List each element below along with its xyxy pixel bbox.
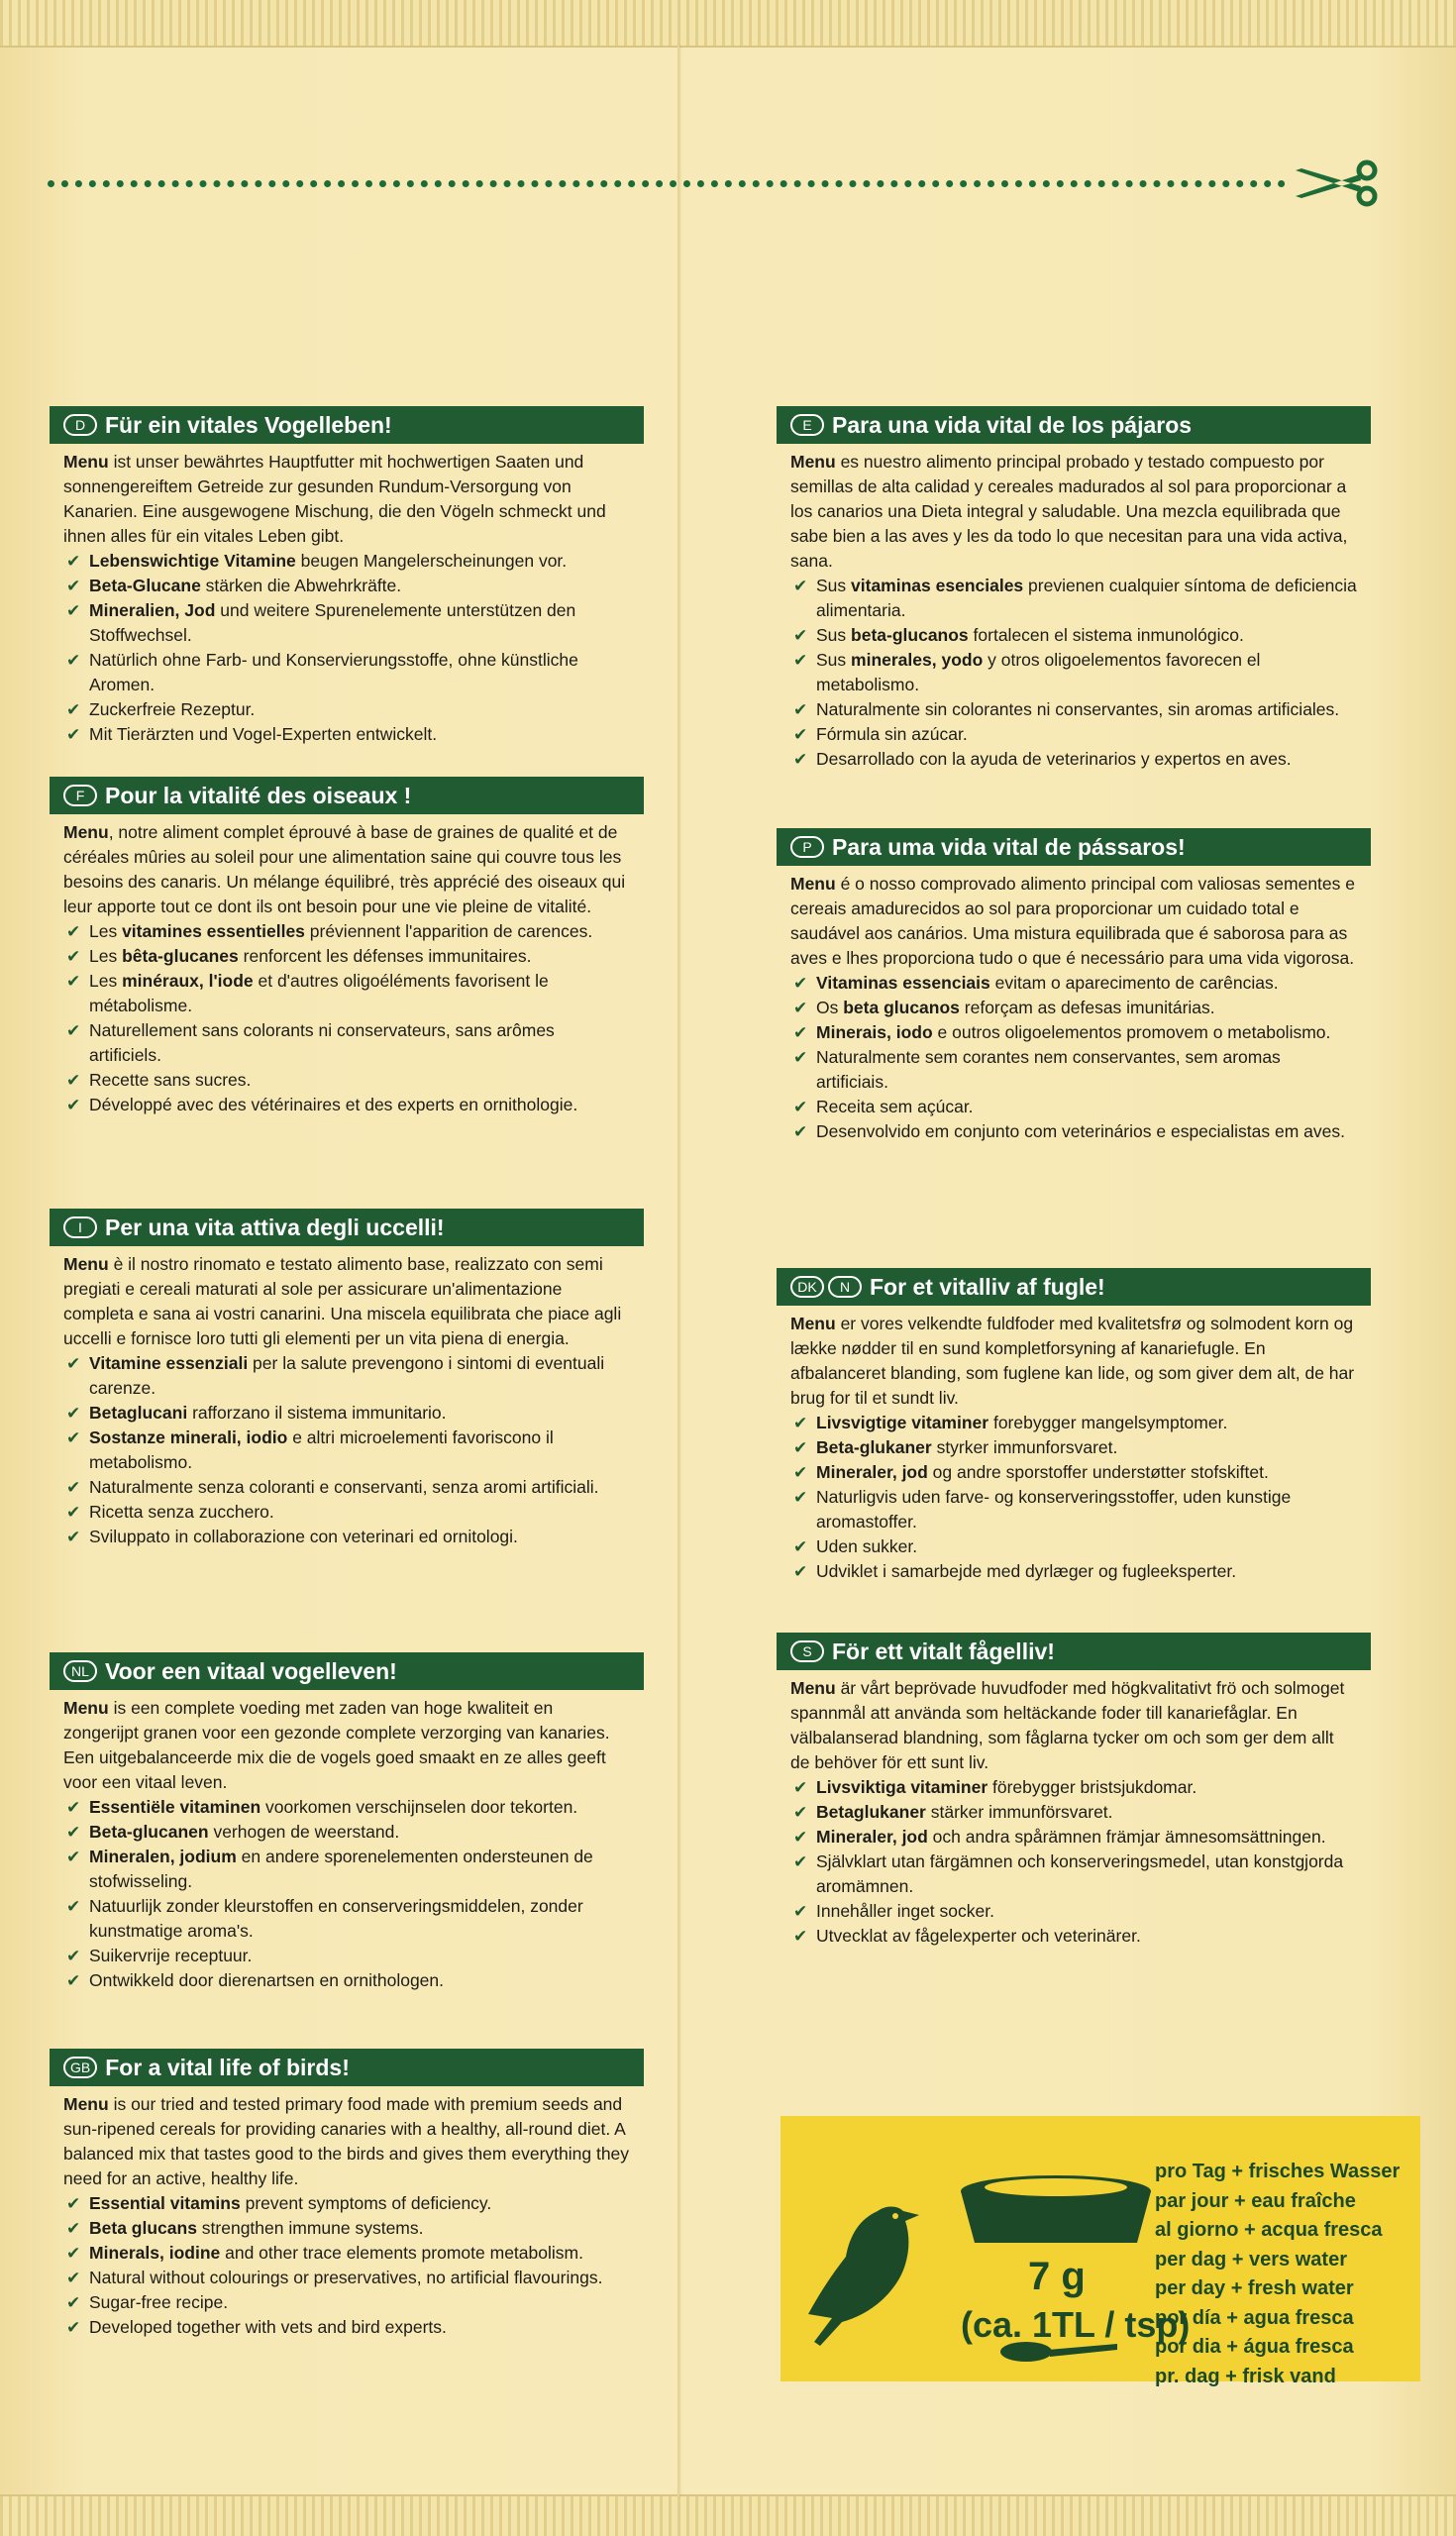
section-title: Für ein vitales Vogelleben! (105, 411, 392, 438)
top-crimp-seal (0, 0, 1456, 48)
section-body (777, 444, 1371, 772)
benefit-text: e altri microelementi favoriscono il metabolismo. (89, 1427, 554, 1472)
section-header (50, 1652, 644, 1690)
benefit-text: e outros oligoelementos promovem o metabolismo. (932, 1022, 1331, 1042)
language-badge: S (790, 1640, 824, 1662)
benefit-text: stärken die Abwehrkräfte. (200, 576, 402, 595)
benefit-item (63, 2191, 630, 2216)
brand-name: Menu (790, 874, 836, 894)
benefit-text: rafforzano il sistema immunitario. (187, 1403, 447, 1423)
benefit-item (63, 549, 630, 574)
intro-text (790, 872, 1357, 971)
benefit-key: Beta-glucanen (89, 1822, 209, 1842)
brand-name: Menu (63, 2094, 109, 2114)
section-es (777, 406, 1371, 772)
brand-name: Menu (790, 1678, 836, 1698)
benefit-list (63, 1795, 630, 1993)
dosage-line: pro Tag + frisches Wasser (1155, 2161, 1401, 2182)
benefit-item (790, 1899, 1357, 1924)
benefit-item (790, 697, 1357, 722)
benefit-text: renforcent les défenses immunitaires. (238, 946, 532, 966)
dose-amount: 7 g (1028, 2255, 1086, 2298)
dosage-line: por dia + água fresca (1155, 2336, 1354, 2358)
benefit-item (63, 2315, 630, 2340)
benefit-item (63, 1068, 630, 1093)
benefit-text: Ricetta senza zucchero. (89, 1502, 274, 1522)
brand-name: Menu (63, 822, 109, 842)
language-badge: I (63, 1216, 97, 1238)
benefit-item (790, 1045, 1357, 1095)
language-badge: E (790, 414, 824, 436)
benefit-text: Natural without colourings or preservatives, no artificial flavourings. (89, 2268, 603, 2287)
section-body (50, 814, 644, 1117)
benefit-item (790, 1485, 1357, 1534)
section-body (50, 2086, 644, 2340)
benefit-text: y otros oligoelementos favorecen el metabolismo. (816, 650, 1261, 694)
benefit-text: Utvecklat av fågelexperter och veterinärer. (816, 1926, 1141, 1946)
benefit-text: Naturalmente sin colorantes ni conservantes, sin aromas artificiales. (816, 699, 1340, 719)
benefit-item (63, 1968, 630, 1993)
benefit-item (63, 648, 630, 697)
benefit-item (790, 1020, 1357, 1045)
benefit-text: verhogen de weerstand. (208, 1822, 400, 1842)
benefit-text: Naturligvis uden farve- og konserveringsstoffer, uden kunstige aromastoffer. (816, 1487, 1292, 1532)
brand-name: Menu (63, 452, 109, 472)
section-header (50, 1209, 644, 1246)
benefit-item (790, 648, 1357, 697)
benefit-text: og andre sporstoffer understøtter stofskiftet. (927, 1462, 1269, 1482)
dosage-line: par jour + eau fraîche (1155, 2189, 1356, 2212)
benefit-text: Naturalmente senza coloranti e conservanti, senza aromi artificiali. (89, 1477, 599, 1497)
benefit-text: Naturalmente sem corantes nem conservantes, sem aromas artificiais. (816, 1047, 1281, 1092)
benefit-item (63, 1795, 630, 1820)
dosage-line: por día + agua fresca (1155, 2306, 1354, 2329)
benefit-item (790, 1800, 1357, 1825)
benefit-key: Mineraler, jod (816, 1827, 928, 1847)
benefit-list (63, 2191, 630, 2340)
section-de (50, 406, 644, 747)
benefit-item (790, 722, 1357, 747)
benefit-key: beta-glucanos (851, 625, 969, 645)
benefit-text: and other trace elements promote metabolism. (220, 2243, 583, 2263)
intro-rest: es nuestro alimento principal probado y testado compuesto por semillas de alta calidad y cereales madurados al sol para proporcionar a los canarios una Dieta integral y saludable. Una mezcla equilibrada que sabe bien a las aves y les da todo lo que necesitan para una vida activa, sana. (790, 452, 1348, 571)
benefit-text: strengthen immune systems. (196, 2218, 424, 2238)
section-header (50, 777, 644, 814)
benefit-item (63, 598, 630, 648)
bowl-icon (961, 2175, 1151, 2243)
section-header (777, 406, 1371, 444)
benefit-text: prevent symptoms of deficiency. (240, 2193, 492, 2213)
benefit-text: Suikervrije receptuur. (89, 1946, 253, 1965)
benefit-item (790, 1095, 1357, 1119)
benefit-item (63, 2266, 630, 2290)
section-pt (777, 828, 1371, 1144)
benefit-key: Beta-Glucane (89, 576, 201, 595)
benefit-text: Receita sem açúcar. (816, 1097, 974, 1116)
benefit-text: Mit Tierärzten und Vogel-Experten entwickelt. (89, 724, 438, 744)
section-it (50, 1209, 644, 1549)
section-header (777, 1268, 1371, 1306)
benefit-key: Mineralen, jodium (89, 1847, 237, 1866)
benefit-text: und weitere Spurenelemente unterstützen den Stoffwechsel. (89, 600, 576, 645)
benefit-item (63, 2290, 630, 2315)
benefit-item (63, 1475, 630, 1500)
intro-rest: é o nosso comprovado alimento principal com valiosas sementes e cereais amadurecidos ao sol para proporcionar um cuidado total e saudável aos canários. Uma mistura equilibrada que é saborosa para as aves e lhes proporciona tudo o que é necessário para uma vida vigorosa. (790, 874, 1355, 968)
benefit-text: et d'autres oligoéléments favorisent le métabolisme. (89, 971, 549, 1015)
benefit-key: Essential vitamins (89, 2193, 241, 2213)
section-dk-n (777, 1268, 1371, 1584)
section-title: För ett vitalt fågelliv! (832, 1638, 1055, 1664)
benefit-text: Innehåller inget socker. (816, 1901, 994, 1921)
benefit-item (63, 2241, 630, 2266)
section-header (777, 1633, 1371, 1670)
language-badge: P (790, 836, 824, 858)
intro-rest: è il nostro rinomato e testato alimento base, realizzato con semi pregiati e cereali maturati al sole per assicurare un'alimentazione completa e sana ai vostri canarini. Una miscela equilibrata che piace agli uccelli e fornisce loro tutti gli elementi per un vita piena di energia. (63, 1254, 622, 1348)
benefit-text: Natuurlijk zonder kleurstoffen en conserveringsmiddelen, zonder kunstmatige aroma's. (89, 1896, 583, 1941)
dosage-line: per dag + vers water (1155, 2248, 1347, 2271)
benefit-text: forebygger mangelsymptomer. (988, 1413, 1228, 1432)
benefit-key: bêta-glucanes (122, 946, 239, 966)
intro-text (63, 450, 630, 549)
benefit-text: fortalecen el sistema inmunológico. (968, 625, 1244, 645)
benefit-key: Vitaminas essenciais (816, 973, 990, 993)
benefit-item (63, 1018, 630, 1068)
benefit-item (790, 1411, 1357, 1435)
section-se (777, 1633, 1371, 1949)
benefit-text: förebygger bristsjukdomar. (988, 1777, 1197, 1797)
benefit-text: evitam o aparecimento de carências. (989, 973, 1279, 993)
section-nl (50, 1652, 644, 1993)
benefit-item (63, 574, 630, 598)
benefit-text: Developed together with vets and bird experts. (89, 2317, 447, 2337)
benefit-item (790, 1119, 1357, 1144)
benefit-text: Självklart utan färgämnen och konserveringsmedel, utan konstgjorda aromämnen. (816, 1851, 1344, 1896)
dosage-line: per day + fresh water (1155, 2277, 1354, 2299)
benefit-text: Recette sans sucres. (89, 1070, 252, 1090)
benefit-item (63, 1093, 630, 1117)
language-badge: DK (790, 1276, 824, 1298)
benefit-text: en andere sporenelementen ondersteunen de stofwisseling. (89, 1847, 593, 1891)
benefit-item (790, 1534, 1357, 1559)
benefit-item (63, 1351, 630, 1401)
section-title: For et vitalliv af fugle! (870, 1273, 1105, 1300)
benefit-text: Naturellement sans colorants ni conservateurs, sans arômes artificiels. (89, 1020, 555, 1065)
benefit-item (790, 1435, 1357, 1460)
benefit-text: Les (89, 971, 123, 991)
intro-rest: is our tried and tested primary food made with premium seeds and sun-ripened cereals for providing canaries with a healthy, all-round diet. A balanced mix that tastes good to the birds and gives them everything they need for an active, healthy life. (63, 2094, 630, 2188)
dosage-line: al giorno + acqua fresca (1155, 2219, 1383, 2241)
scissors-icon (1288, 158, 1387, 208)
benefit-item (63, 1944, 630, 1968)
benefit-item (63, 722, 630, 747)
section-title: Pour la vitalité des oiseaux ! (105, 782, 412, 808)
benefit-text: Les (89, 921, 123, 941)
benefit-item (63, 1426, 630, 1475)
benefit-item (63, 944, 630, 969)
benefit-item (63, 919, 630, 944)
bottom-crimp-seal (0, 2494, 1456, 2536)
language-badge: F (63, 785, 97, 806)
intro-rest: , notre aliment complet éprouvé à base de graines de qualité et de céréales mûries au soleil pour une alimentation saine qui couvre tous les besoins des canaris. Un mélange équilibré, très apprécié des oiseaux qui leur apporte tout ce dont ils ont besoin pour une vie pleine de vitalité. (63, 822, 626, 916)
benefit-item (63, 1894, 630, 1944)
benefit-text: Sus (816, 625, 852, 645)
benefit-item (790, 1559, 1357, 1584)
section-title: Para una vida vital de los pájaros (832, 411, 1193, 438)
benefit-key: vitaminas esenciales (851, 576, 1024, 595)
intro-text (63, 2092, 630, 2191)
intro-rest: er vores velkendte fuldfoder med kvalitetsfrø og solmodent korn og lække nødder til en sund kompletforsyning af kanariefugle. En afbalanceret blanding, som fuglene kan lide, og som giver dem alt, de har brug for til et sundt liv. (790, 1314, 1355, 1408)
benefit-key: Livsvigtige vitaminer (816, 1413, 989, 1432)
benefit-list (790, 1775, 1357, 1949)
language-badge: GB (63, 2057, 97, 2078)
bird-icon (808, 2207, 919, 2347)
benefit-key: minéraux, l'iode (122, 971, 254, 991)
section-title: Per una vita attiva degli uccelli! (105, 1214, 445, 1240)
benefit-item (63, 1820, 630, 1845)
benefit-text: beugen Mangelerscheinungen vor. (295, 551, 568, 571)
benefit-text: styrker immunforsvaret. (931, 1437, 1118, 1457)
section-body (50, 1246, 644, 1549)
section-title: Para uma vida vital de pássaros! (832, 833, 1186, 860)
benefit-key: Betaglucani (89, 1403, 188, 1423)
brand-name: Menu (63, 1254, 109, 1274)
section-header (777, 828, 1371, 866)
benefit-item (63, 1845, 630, 1894)
benefit-text: préviennent l'apparition de carences. (304, 921, 593, 941)
benefit-text: Sugar-free recipe. (89, 2292, 229, 2312)
benefit-text: och andra spårämnen främjar ämnesomsättningen. (927, 1827, 1326, 1847)
intro-text (63, 1252, 630, 1351)
benefit-text: voorkomen verschijnselen door tekorten. (260, 1797, 578, 1817)
benefit-item (790, 971, 1357, 996)
benefit-key: Minerals, iodine (89, 2243, 221, 2263)
benefit-text: Natürlich ohne Farb- und Konservierungsstoffe, ohne künstliche Aromen. (89, 650, 578, 694)
language-badge: NL (63, 1660, 97, 1682)
benefit-key: Beta-glukaner (816, 1437, 932, 1457)
brand-name: Menu (63, 1698, 109, 1718)
dosage-box (780, 2116, 1420, 2387)
benefit-text: Ontwikkeld door dierenartsen en ornithologen. (89, 1970, 444, 1990)
benefit-item (63, 2216, 630, 2241)
section-body (777, 1670, 1371, 1949)
section-body (777, 1306, 1371, 1584)
benefit-list (790, 1411, 1357, 1584)
benefit-item (63, 969, 630, 1018)
benefit-item (790, 623, 1357, 648)
section-body (50, 444, 644, 747)
benefit-item (790, 996, 1357, 1020)
tear-line (48, 180, 1286, 187)
benefit-text: Développé avec des vétérinaires et des experts en ornithologie. (89, 1095, 578, 1114)
benefit-list (63, 919, 630, 1117)
benefit-list (63, 549, 630, 747)
benefit-key: Vitamine essenziali (89, 1353, 249, 1373)
benefit-item (63, 1401, 630, 1426)
benefit-text: Sus (816, 650, 852, 670)
benefit-item (790, 574, 1357, 623)
section-gb (50, 2049, 644, 2340)
benefit-text: Udviklet i samarbejde med dyrlæger og fugleeksperter. (816, 1561, 1237, 1581)
benefit-text: Os (816, 998, 844, 1017)
section-fr (50, 777, 644, 1117)
section-header (50, 2049, 644, 2086)
intro-text (790, 1312, 1357, 1411)
benefit-key: Mineralien, Jod (89, 600, 216, 620)
center-seam (677, 46, 679, 2496)
intro-text (63, 1696, 630, 1795)
benefit-key: minerales, yodo (851, 650, 984, 670)
benefit-key: Essentiële vitaminen (89, 1797, 261, 1817)
benefit-item (790, 1825, 1357, 1849)
benefit-key: Beta glucans (89, 2218, 197, 2238)
section-header (50, 406, 644, 444)
brand-name: Menu (790, 452, 836, 472)
intro-rest: ist unser bewährtes Hauptfutter mit hochwertigen Saaten und sonnengereiftem Getreide zur gesunden Rundum-Versorgung von Kanarien. Eine ausgewogene Mischung, die den Vögeln schmeckt und ihnen alles für ein vitales Leben gibt. (63, 452, 606, 546)
benefit-item (790, 1924, 1357, 1949)
dosage-lines (1155, 2158, 1418, 2391)
benefit-list (790, 574, 1357, 772)
intro-text (63, 820, 630, 919)
benefit-item (790, 747, 1357, 772)
benefit-key: beta glucanos (843, 998, 960, 1017)
section-body (777, 866, 1371, 1144)
section-title: For a vital life of birds! (105, 2054, 350, 2080)
benefit-text: Les (89, 946, 123, 966)
benefit-text: Uden sukker. (816, 1536, 918, 1556)
benefit-text: previenen cualquier síntoma de deficiencia alimentaria. (816, 576, 1357, 620)
benefit-key: Sostanze minerali, iodio (89, 1427, 288, 1447)
benefit-text: Fórmula sin azúcar. (816, 724, 968, 744)
benefit-item (790, 1775, 1357, 1800)
benefit-text: Zuckerfreie Rezeptur. (89, 699, 256, 719)
intro-rest: is een complete voeding met zaden van hoge kwaliteit en zongerijpt granen voor een gezonde complete verzorging van kanaries. Een uitgebalanceerde mix die de vogels goed smaakt en ze alles geeft voor een vitaal leven. (63, 1698, 610, 1792)
section-title: Voor een vitaal vogelleven! (105, 1657, 397, 1684)
language-badge: D (63, 414, 97, 436)
benefit-text: per la salute prevengono i sintomi di eventuali carenze. (89, 1353, 605, 1398)
benefit-text: Desarrollado con la ayuda de veterinarios y expertos en aves. (816, 749, 1292, 769)
benefit-key: vitamines essentielles (122, 921, 305, 941)
benefit-text: stärker immunförsvaret. (925, 1802, 1113, 1822)
dosage-line: pr. dag + frisk vand (1155, 2365, 1336, 2387)
benefit-item (790, 1460, 1357, 1485)
benefit-item (790, 1849, 1357, 1899)
benefit-item (63, 1525, 630, 1549)
benefit-key: Betaglukaner (816, 1802, 926, 1822)
brand-name: Menu (790, 1314, 836, 1333)
benefit-item (63, 697, 630, 722)
benefit-text: reforçam as defesas imunitárias. (959, 998, 1215, 1017)
benefit-key: Lebenswichtige Vitamine (89, 551, 296, 571)
benefit-text: Sviluppato in collaborazione con veterinari ed ornitologi. (89, 1527, 518, 1546)
benefit-key: Mineraler, jod (816, 1462, 928, 1482)
intro-text (790, 450, 1357, 574)
benefit-text: Sus (816, 576, 852, 595)
benefit-text: Desenvolvido em conjunto com veterinários e especialistas em aves. (816, 1121, 1346, 1141)
benefit-key: Livsviktiga vitaminer (816, 1777, 988, 1797)
section-body (50, 1690, 644, 1993)
language-badge: N (828, 1276, 862, 1298)
dose-measure: (ca. 1TL / tsp) (961, 2304, 1191, 2345)
benefit-list (63, 1351, 630, 1549)
benefit-item (63, 1500, 630, 1525)
benefit-list (790, 971, 1357, 1144)
intro-text (790, 1676, 1357, 1775)
intro-rest: är vårt beprövade huvudfoder med högkvalitativt frö och solmoget spannmål att använda som heltäckande foder till kanariefåglar. En välbalanserad blandning, som fåglarna tycker om och som ger dem allt de behöver för ett sunt liv. (790, 1678, 1345, 1772)
benefit-key: Minerais, iodo (816, 1022, 933, 1042)
